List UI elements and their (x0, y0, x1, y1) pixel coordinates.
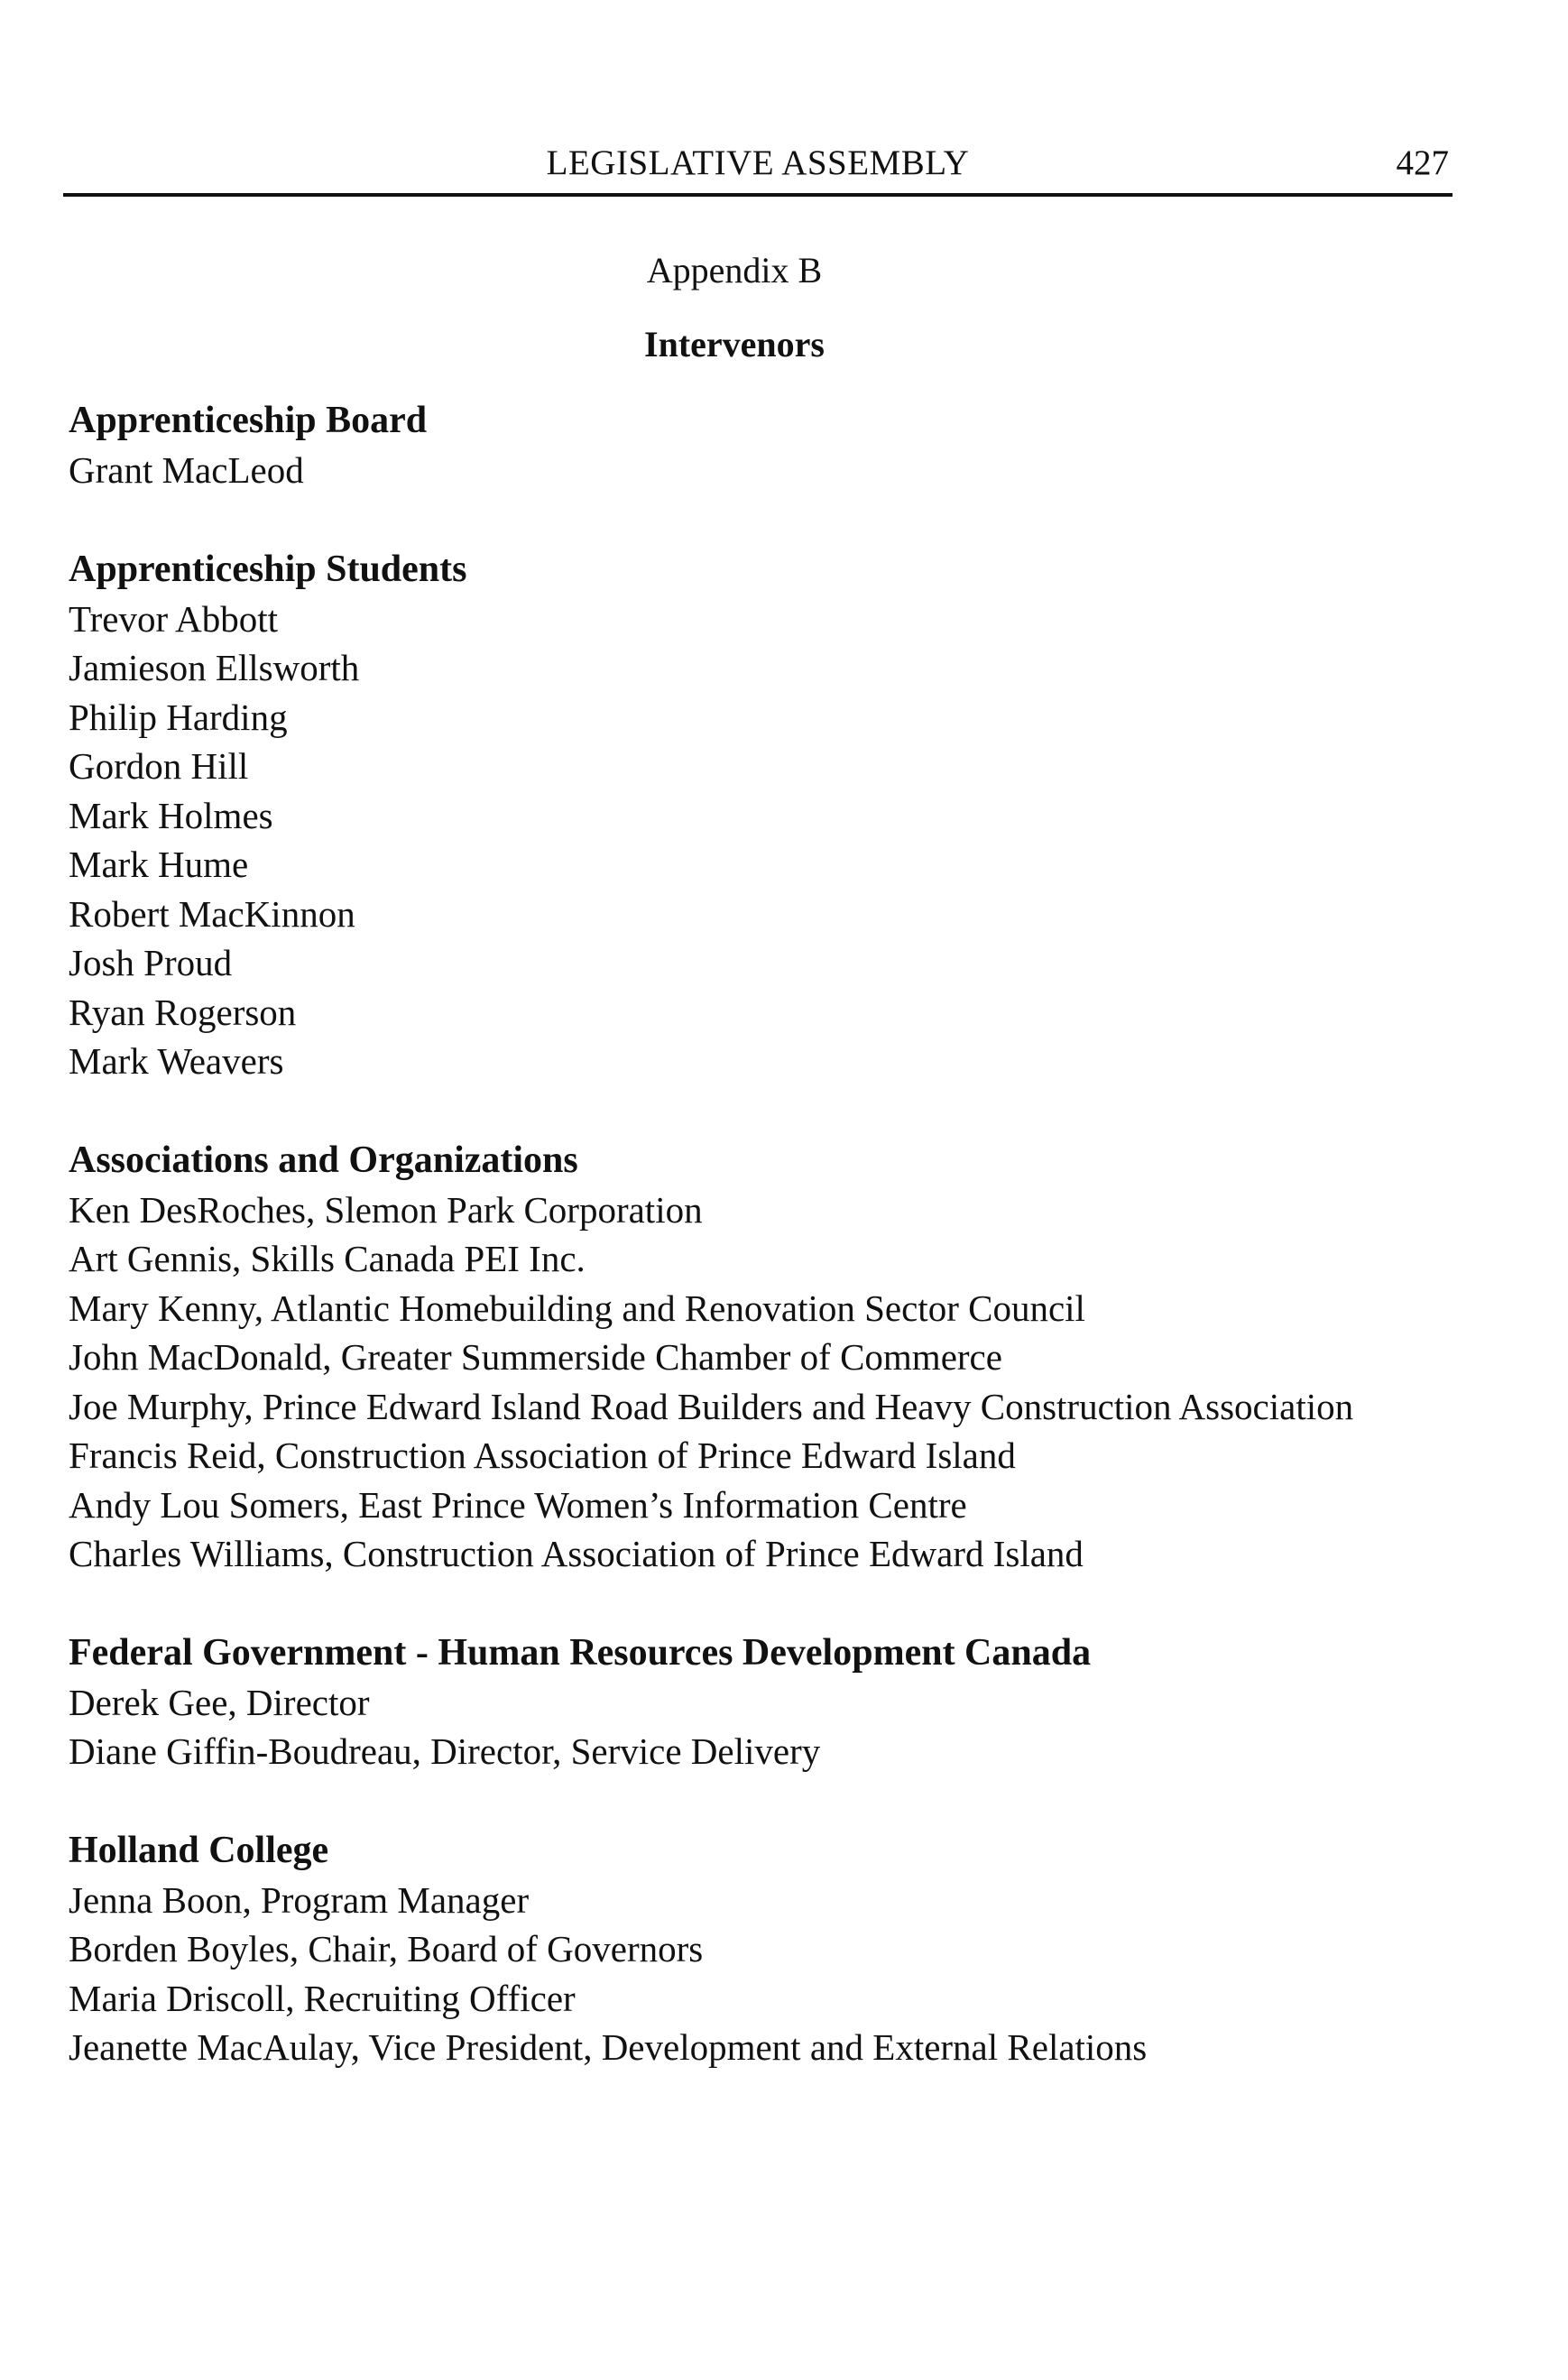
section-federal-government (69, 1628, 1422, 1776)
list-item: Jeanette MacAulay, Vice President, Development and External Relations (69, 2026, 1148, 2068)
section-heading: Associations and Organizations (69, 1139, 578, 1181)
list-item: Robert MacKinnon (69, 892, 355, 935)
list-item: Josh Proud (69, 942, 233, 983)
list-item: Diane Giffin-Boudreau, Director, Service Delivery (69, 1730, 821, 1772)
list-item: Gordon Hill (69, 745, 249, 787)
running-title: LEGISLATIVE ASSEMBLY (546, 143, 970, 182)
list-item: Ken DesRoches, Slemon Park Corporation (69, 1188, 703, 1231)
list-item: Mark Holmes (69, 794, 273, 836)
list-item: Mark Hume (69, 844, 249, 885)
list-item: Trevor Abbott (69, 597, 278, 640)
section-heading: Apprenticeship Students (69, 548, 467, 590)
entry-list (69, 595, 1422, 1086)
list-item: Philip Harding (69, 696, 288, 738)
list-item: Francis Reid, Construction Association of Prince Edward Island (69, 1434, 1016, 1476)
list-item: Joe Murphy, Prince Edward Island Road Builders and Heavy Construction Association (69, 1385, 1354, 1427)
list-item: Charles Williams, Construction Association of Prince Edward Island (69, 1533, 1084, 1574)
entry-list (69, 1876, 1422, 2072)
list-item: Derek Gee, Director (69, 1681, 370, 1723)
section-apprenticeship-students (69, 544, 1422, 1086)
section-heading: Holland College (69, 1829, 329, 1871)
list-item: Art Gennis, Skills Canada PEI Inc. (69, 1238, 586, 1279)
list-item: Borden Boyles, Chair, Board of Governors (69, 1928, 704, 1969)
list-item: Grant MacLeod (69, 449, 304, 491)
list-item: Mary Kenny, Atlantic Homebuilding and Renovation Sector Council (69, 1287, 1085, 1329)
running-header (63, 137, 1453, 197)
entry-list (69, 1185, 1422, 1579)
section-apprenticeship-board (69, 395, 1422, 495)
list-item: Jenna Boon, Program Manager (69, 1878, 530, 1921)
section-heading: Federal Government - Human Resources Development Canada (69, 1631, 1092, 1674)
intervenor-list (69, 395, 1422, 2121)
appendix-label: Appendix B (646, 250, 823, 291)
page-number: 427 (1396, 143, 1449, 182)
entry-list (69, 446, 1422, 495)
appendix-title: Intervenors (644, 324, 825, 364)
list-item: Ryan Rogerson (69, 991, 297, 1033)
section-heading: Apprenticeship Board (69, 400, 428, 441)
entry-list (69, 1678, 1422, 1776)
section-holland-college (69, 1825, 1422, 2072)
list-item: Maria Driscoll, Recruiting Officer (69, 1977, 576, 2019)
section-associations-and-organizations (69, 1135, 1422, 1579)
list-item: Jamieson Ellsworth (69, 647, 360, 688)
list-item: Mark Weavers (69, 1040, 284, 1082)
list-item: Andy Lou Somers, East Prince Women’s Information Centre (69, 1483, 967, 1526)
list-item: John MacDonald, Greater Summerside Chamber of Commerce (69, 1336, 1002, 1378)
